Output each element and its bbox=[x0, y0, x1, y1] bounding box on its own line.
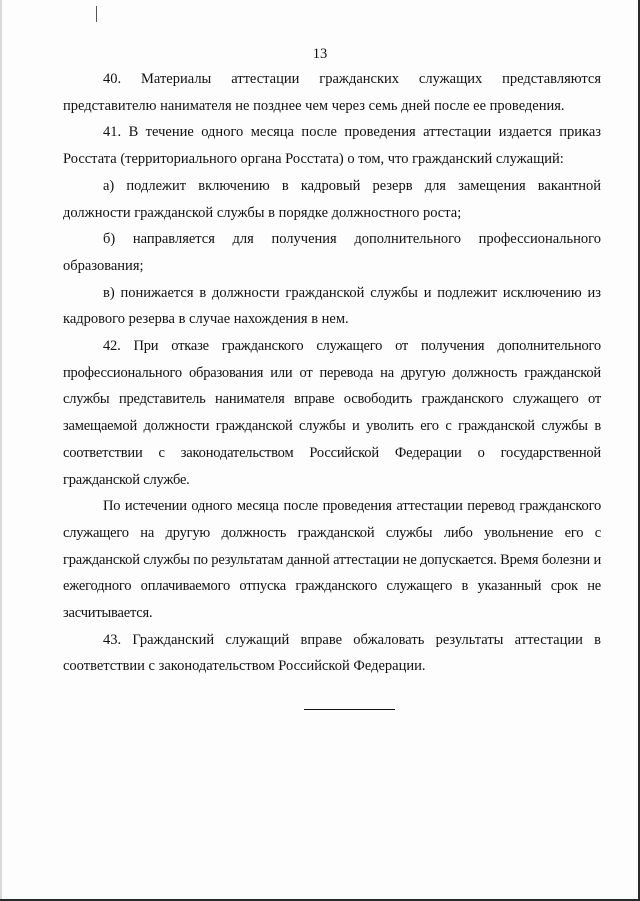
document-body bbox=[63, 66, 601, 680]
paragraph-43: 43. Гражданский служащий вправе обжаловать результаты аттестации в соответствии с законодательством Российской Федерации. bbox=[63, 631, 601, 675]
paragraph-41-v: в) понижается в должности гражданской службы и подлежит исключению из кадрового резерва в случае нахождения в нем. bbox=[63, 284, 601, 328]
paragraph-41: 41. В течение одного месяца после проведения аттестации издается приказ Росстата (территориального органа Росстата) о том, что гражданский служащий: bbox=[63, 124, 601, 168]
paragraph-41-b: б) направляется для получения дополнительного профессионального образования; bbox=[63, 231, 601, 274]
end-separator-line bbox=[304, 709, 395, 710]
scan-mark bbox=[96, 6, 97, 22]
paragraph-42: 42. При отказе гражданского служащего от получения дополнительного профессионального образования или от перевода на другую должность гражданской службы представитель нанимателя вправе освободить гражданского служащего от замещаемой должности гражданской службы и уволить его с гражданской службы в соответствии с законодательством Российской Федерации о государственной гражданской службе. bbox=[63, 338, 601, 488]
paragraph-40: 40. Материалы аттестации гражданских служащих представляются представителю нанимателя не позднее чем через семь дней после ее проведения. bbox=[63, 71, 601, 114]
paragraph-41-a: а) подлежит включению в кадровый резерв для замещения вакантной должности гражданской службы в порядке должностного роста; bbox=[63, 177, 601, 221]
page-number: 13 bbox=[312, 46, 328, 62]
scan-edge-left bbox=[0, 0, 2, 901]
paragraph-42-continued: По истечении одного месяца после проведения аттестации перевод гражданского служащего на другую должность гражданской службы либо увольнение его с гражданской службы по результатам данной аттестации не допускается. Время болезни и ежегодного оплачиваемого отпуска гражданского служащего в указанный срок не засчитывается. bbox=[63, 498, 601, 622]
